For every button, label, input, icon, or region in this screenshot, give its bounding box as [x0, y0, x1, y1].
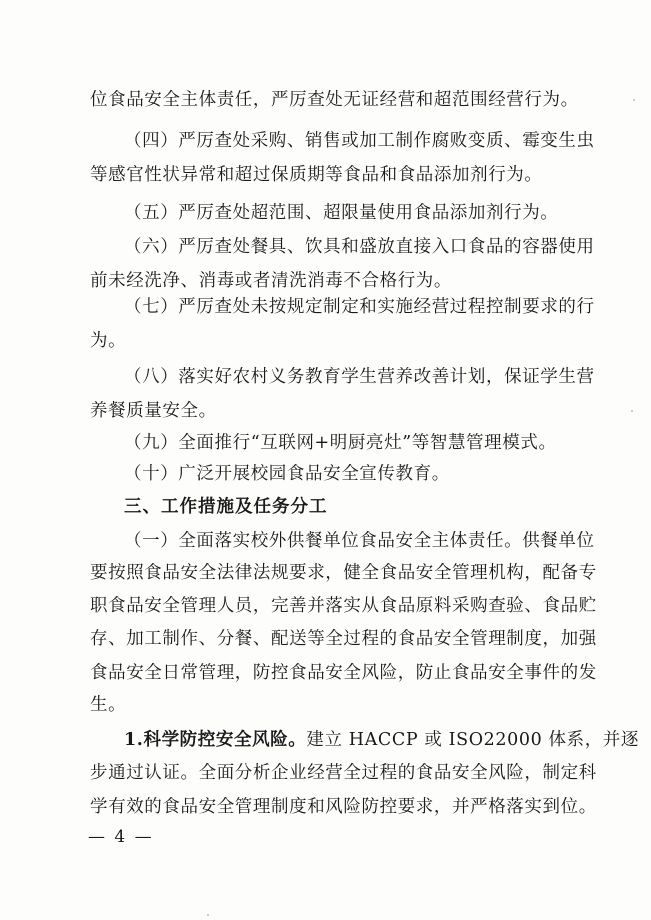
item-lead-text: 建立 HACCP 或 ISO22000 体系，并逐 [306, 730, 639, 750]
text-line: 养餐质量安全。 [90, 401, 217, 421]
text-line [124, 729, 639, 751]
text-line: （一）全面落实校外供餐单位食品安全主体责任。供餐单位 [124, 531, 595, 551]
text-line: 步通过认证。全面分析企业经营全过程的食品安全风险，制定科 [90, 763, 597, 783]
scan-speck [631, 410, 633, 412]
text-line: （九）全面推行“互联网+明厨亮灶”等智慧管理模式。 [124, 433, 557, 453]
section-heading: 三、工作措施及任务分工 [124, 497, 328, 517]
text-line: 职食品安全管理人员，完善并落实从食品原料采购查验、食品贮 [90, 596, 597, 616]
text-line: 位食品安全主体责任，严厉查处无证经营和超范围经营行为。 [90, 90, 579, 110]
text-line: （五）严厉查处超范围、超限量使用食品添加剂行为。 [124, 203, 559, 223]
text-line: 生。 [90, 695, 127, 715]
item-lead-bold: 1.科学防控安全风险。 [124, 730, 307, 750]
text-line: （四）严厉查处采购、销售或加工制作腐败变质、霉变生虫 [124, 131, 595, 151]
scan-speck [207, 914, 209, 916]
text-line: 要按照食品安全法律法规要求，健全食品安全管理机构，配备专 [90, 563, 597, 583]
text-line: （十）广泛开展校园食品安全宣传教育。 [124, 464, 450, 484]
text-line: 等感官性状异常和超过保质期等食品和食品添加剂行为。 [90, 165, 543, 185]
scan-speck [633, 99, 635, 101]
text-line: （八）落实好农村义务教育学生营养改善计划，保证学生营 [124, 367, 595, 387]
text-line: 为。 [90, 331, 127, 351]
text-line: （六）严厉查处餐具、饮具和盛放直接入口食品的容器使用 [124, 237, 595, 257]
text-line: （七）严厉查处未按规定制定和实施经营过程控制要求的行 [124, 297, 595, 317]
text-line: 学有效的食品安全管理制度和风险防控要求，并严格落实到位。 [90, 797, 597, 817]
text-line: 食品安全日常管理，防控食品安全风险，防止食品安全事件的发 [90, 663, 597, 683]
page-number: — 4 — [88, 827, 154, 847]
text-line: 前未经洗净、消毒或者清洗消毒不合格行为。 [90, 271, 452, 291]
text-line: 存、加工制作、分餐、配送等全过程的食品安全管理制度，加强 [90, 629, 597, 649]
